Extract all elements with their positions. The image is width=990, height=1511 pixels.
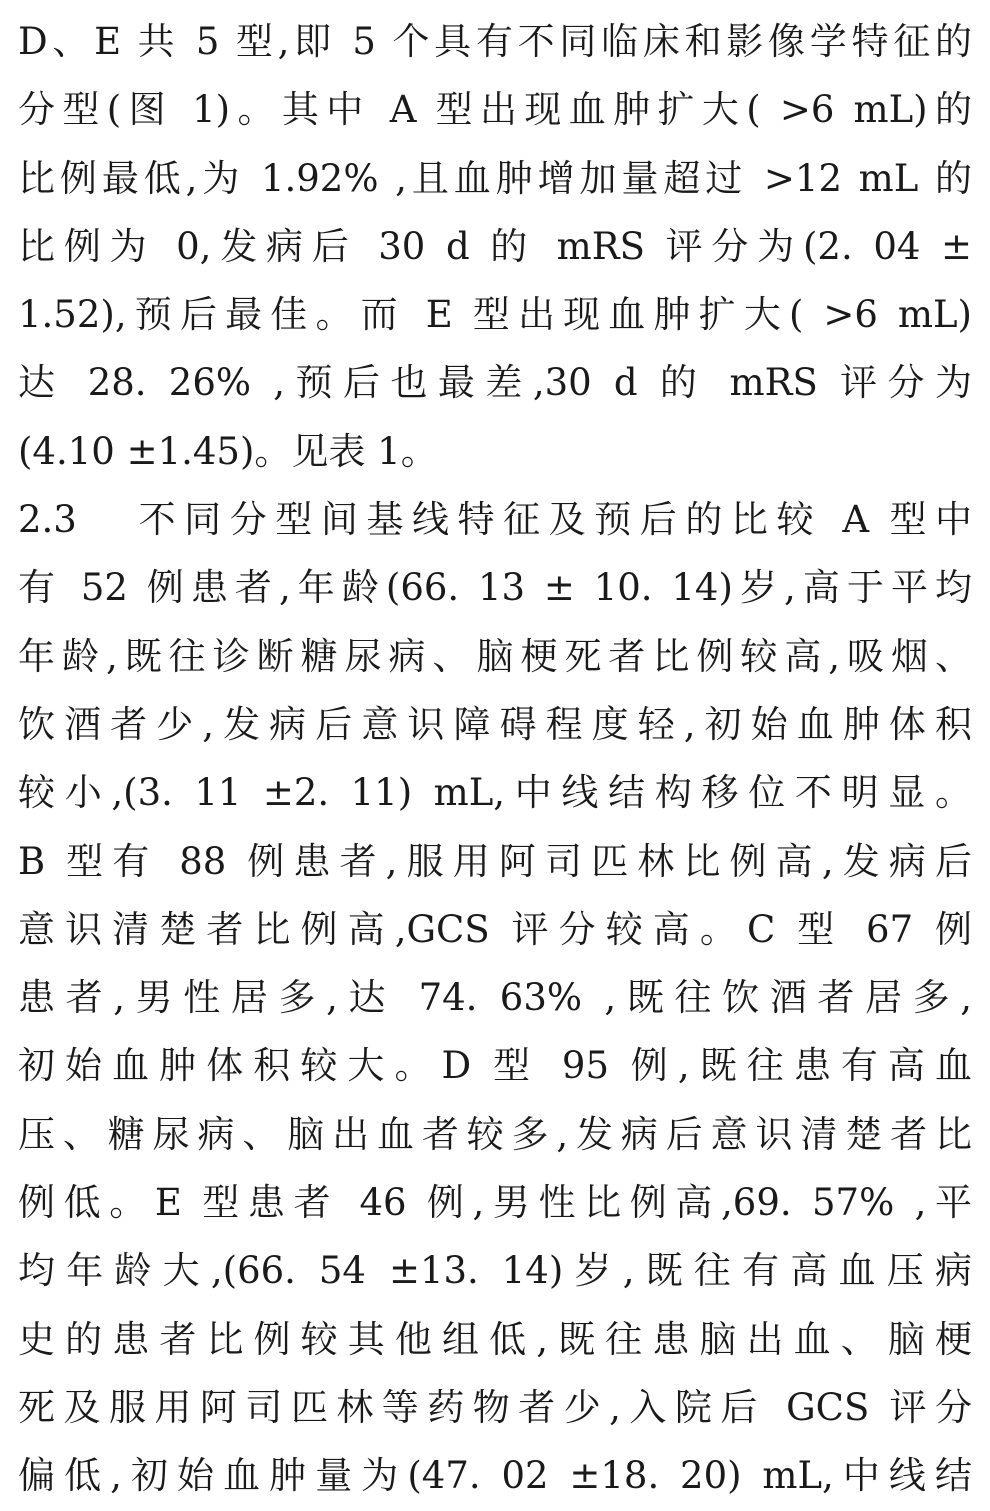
text-line: 有 52 例患者,年龄(66. 13 ± 10. 14)岁,高于平均 [18, 566, 972, 610]
text-line: 史的患者比例较其他组低,既往患脑出血、脑梗 [18, 1317, 972, 1361]
text-line: B 型有 88 例患者,服用阿司匹林比例高,发病后 [18, 839, 972, 883]
text-line: 比例为 0,发病后 30 d 的 mRS 评分为(2. 04 ± [18, 224, 972, 268]
text-line: 例低。E 型患者 46 例,男性比例高,69. 57% ,平 [18, 1181, 972, 1225]
section-heading-line [18, 486, 972, 554]
text-line: 意识清楚者比例高,GCS 评分较高。C 型 67 例 [18, 907, 972, 951]
section-first-line-text: A 型中 [842, 498, 972, 542]
text-line: 较小,(3. 11 ±2. 11) mL,中线结构移位不明显。 [18, 771, 972, 815]
document-page [18, 8, 972, 1498]
text-line: 达 28. 26% ,预后也最差,30 d 的 mRS 评分为 [18, 361, 972, 405]
text-line: 患者,男性居多,达 74. 63% ,既往饮酒者居多, [18, 976, 972, 1020]
text-line: 1.52),预后最佳。而 E 型出现血肿扩大( >6 mL) [18, 293, 972, 337]
text-line: 比例最低,为 1.92% ,且血肿增加量超过 >12 mL 的 [18, 156, 972, 200]
text-line: 偏低,初始血肿量为(47. 02 ±18. 20) mL,中线结 [18, 1454, 972, 1498]
section-number: 2.3 [18, 498, 77, 542]
paragraph-section-2-3 [18, 486, 972, 1510]
text-line: D、E 共 5 型,即 5 个具有不同临床和影像学特征的 [18, 20, 972, 63]
text-line: 分型(图 1)。其中 A 型出现血肿扩大( >6 mL)的 [18, 88, 972, 132]
text-line: 死及服用阿司匹林等药物者少,入院后 GCS 评分 [18, 1385, 972, 1429]
text-line: (4.10 ±1.45)。见表 1。 [18, 429, 438, 473]
text-line: 年龄,既往诊断糖尿病、脑梗死者比例较高,吸烟、 [18, 634, 972, 678]
paragraph-results-1 [18, 8, 972, 486]
text-line: 饮酒者少,发病后意识障碍程度轻,初始血肿体积 [18, 702, 972, 746]
text-line: 压、糖尿病、脑出血者较多,发病后意识清楚者比 [18, 1112, 972, 1156]
text-line: 初始血肿体积较大。D 型 95 例,既往患有高血 [18, 1044, 972, 1088]
text-line: 均年龄大,(66. 54 ±13. 14)岁,既往有高血压病 [18, 1249, 972, 1293]
section-title: 不同分型间基线特征及预后的比较 [130, 498, 823, 542]
